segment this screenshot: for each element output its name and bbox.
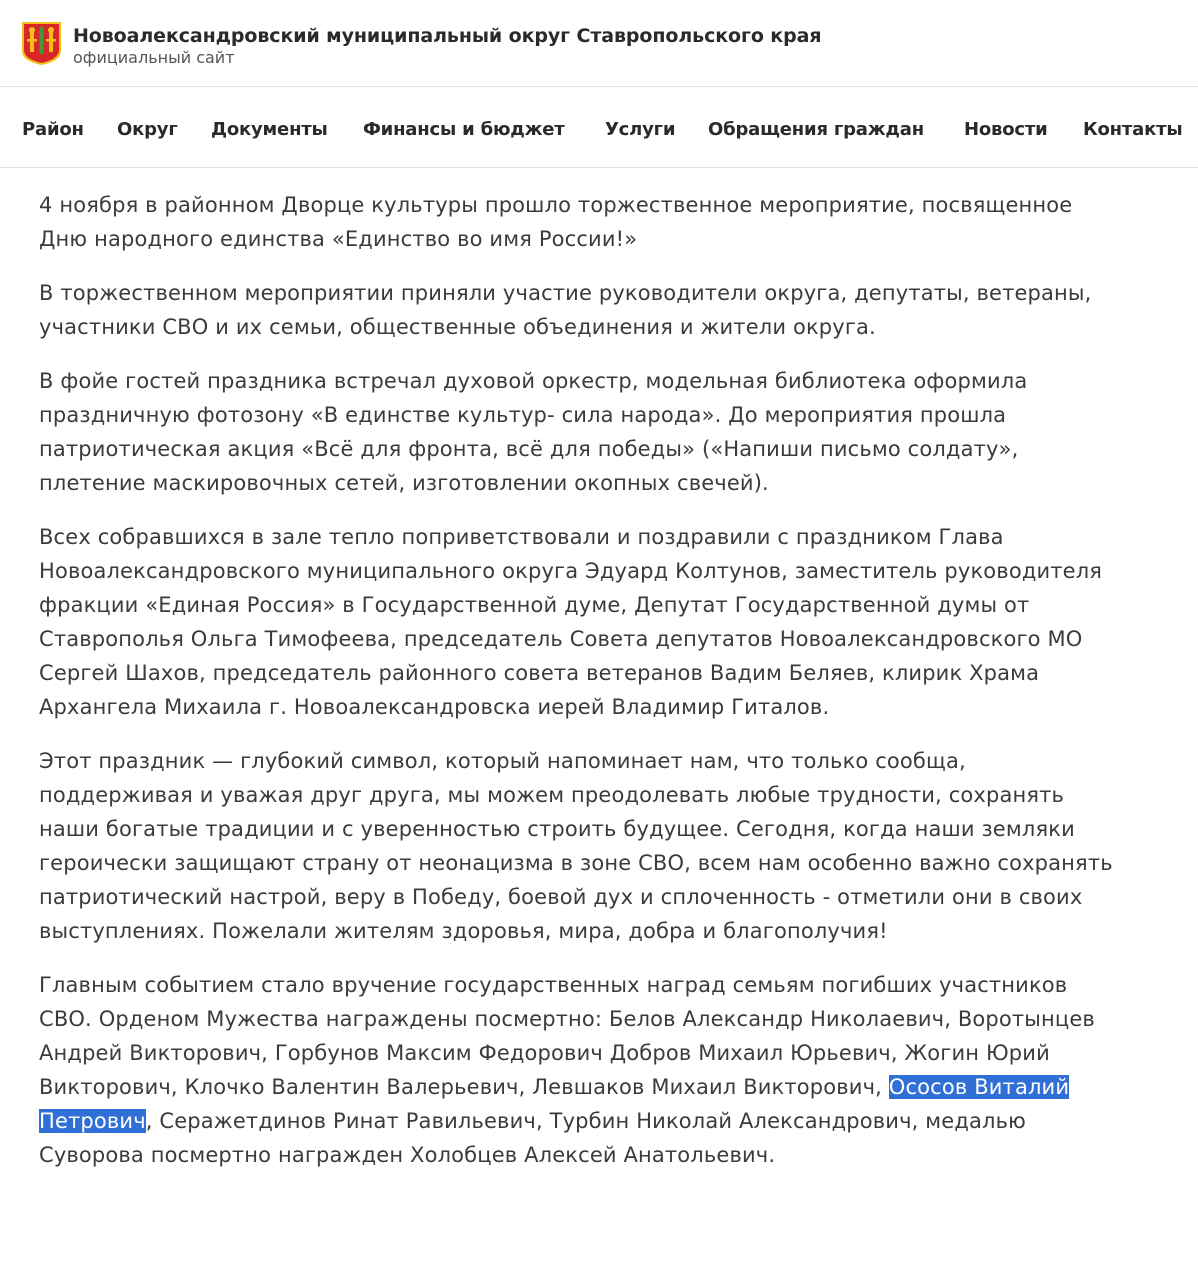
nav-item-finance[interactable]: Финансы и бюджет — [363, 119, 565, 140]
article-paragraph-4: Всех собравшихся в зале тепло поприветствовали и поздравили с праздником Глава Новоалександровского муниципального округа Эдуард Колтунов, заместитель руководителя фракции «Единая Россия» в Государственной думе, Депутат Государственной думы от Ставрополья Ольга Тимофеева, председатель Совета депутатов Новоалександровского МО Сергей Шахов, председатель районного совета ветеранов Вадим Беляев, клирик Храма Архангела Михаила г. Новоалександровска иерей Владимир Гиталов. — [39, 525, 1103, 719]
nav-item-news[interactable]: Новости — [964, 119, 1048, 140]
coat-of-arms-logo[interactable] — [21, 21, 62, 66]
nav-item-appeals[interactable]: Обращения граждан — [708, 119, 924, 140]
paragraph-text: , Серажетдинов Ринат Равильевич, Турбин Николай Александрович, медалью Суворова посмертно награжден Холобцев Алексей Анатольевич. — [39, 1109, 1026, 1167]
site-title[interactable]: Новоалександровский муниципальный округ Ставропольского края — [73, 25, 822, 47]
main-nav — [0, 87, 1198, 168]
nav-item-rayon[interactable]: Район — [22, 119, 84, 140]
nav-item-okrug[interactable]: Округ — [117, 119, 178, 140]
selected-text[interactable]: Ососов Виталий Петрович — [39, 1075, 1070, 1133]
site-subtitle: официальный сайт — [73, 48, 235, 67]
article-paragraph-1: 4 ноября в районном Дворце культуры прошло торжественное мероприятие, посвященное Дню народного единства «Единство во имя России!» — [39, 193, 1073, 251]
nav-item-documents[interactable]: Документы — [211, 119, 328, 140]
nav-item-contacts[interactable]: Контакты — [1083, 119, 1183, 140]
paragraph-text: Главным событием стало вручение государственных наград семьям погибших участников СВО. Орденом Мужества награждены посмертно: Белов Александр Николаевич, Воротынцев Андрей Викторович, Горбунов Максим Федорович Добров Михаил Юрьевич, Жогин Юрий Викторович, Клочко Валентин Валерьевич, Левшаков Михаил Викторович, — [39, 973, 1095, 1099]
article-paragraph-5: Этот праздник — глубокий символ, который напоминает нам, что только сообща, поддерживая и уважая друг друга, мы можем преодолевать любые трудности, сохранять наши богатые традиции и с уверенностью строить будущее. Сегодня, когда наши земляки героически защищают страну от неонацизма в зоне СВО, всем нам особенно важно сохранять патриотический настрой, веру в Победу, боевой дух и сплоченность - отметили они в своих выступлениях. Пожелали жителям здоровья, мира, добра и благополучия! — [39, 749, 1113, 943]
article-paragraph-6 — [39, 968, 1119, 1172]
article-paragraph-3: В фойе гостей праздника встречал духовой оркестр, модельная библиотека оформила праздничную фотозону «В единстве культур- сила народа». До мероприятия прошла патриотическая акция «Всё для фронта, всё для победы» («Напиши письмо солдату», плетение маскировочных сетей, изготовлении окопных свечей). — [39, 369, 1028, 495]
site-header — [0, 0, 1198, 87]
nav-item-services[interactable]: Услуги — [605, 119, 676, 140]
article-body — [39, 188, 1119, 1192]
article-paragraph-2: В торжественном мероприятии приняли участие руководители округа, депутаты, ветераны, участники СВО и их семьи, общественные объединения и жители округа. — [39, 281, 1092, 339]
